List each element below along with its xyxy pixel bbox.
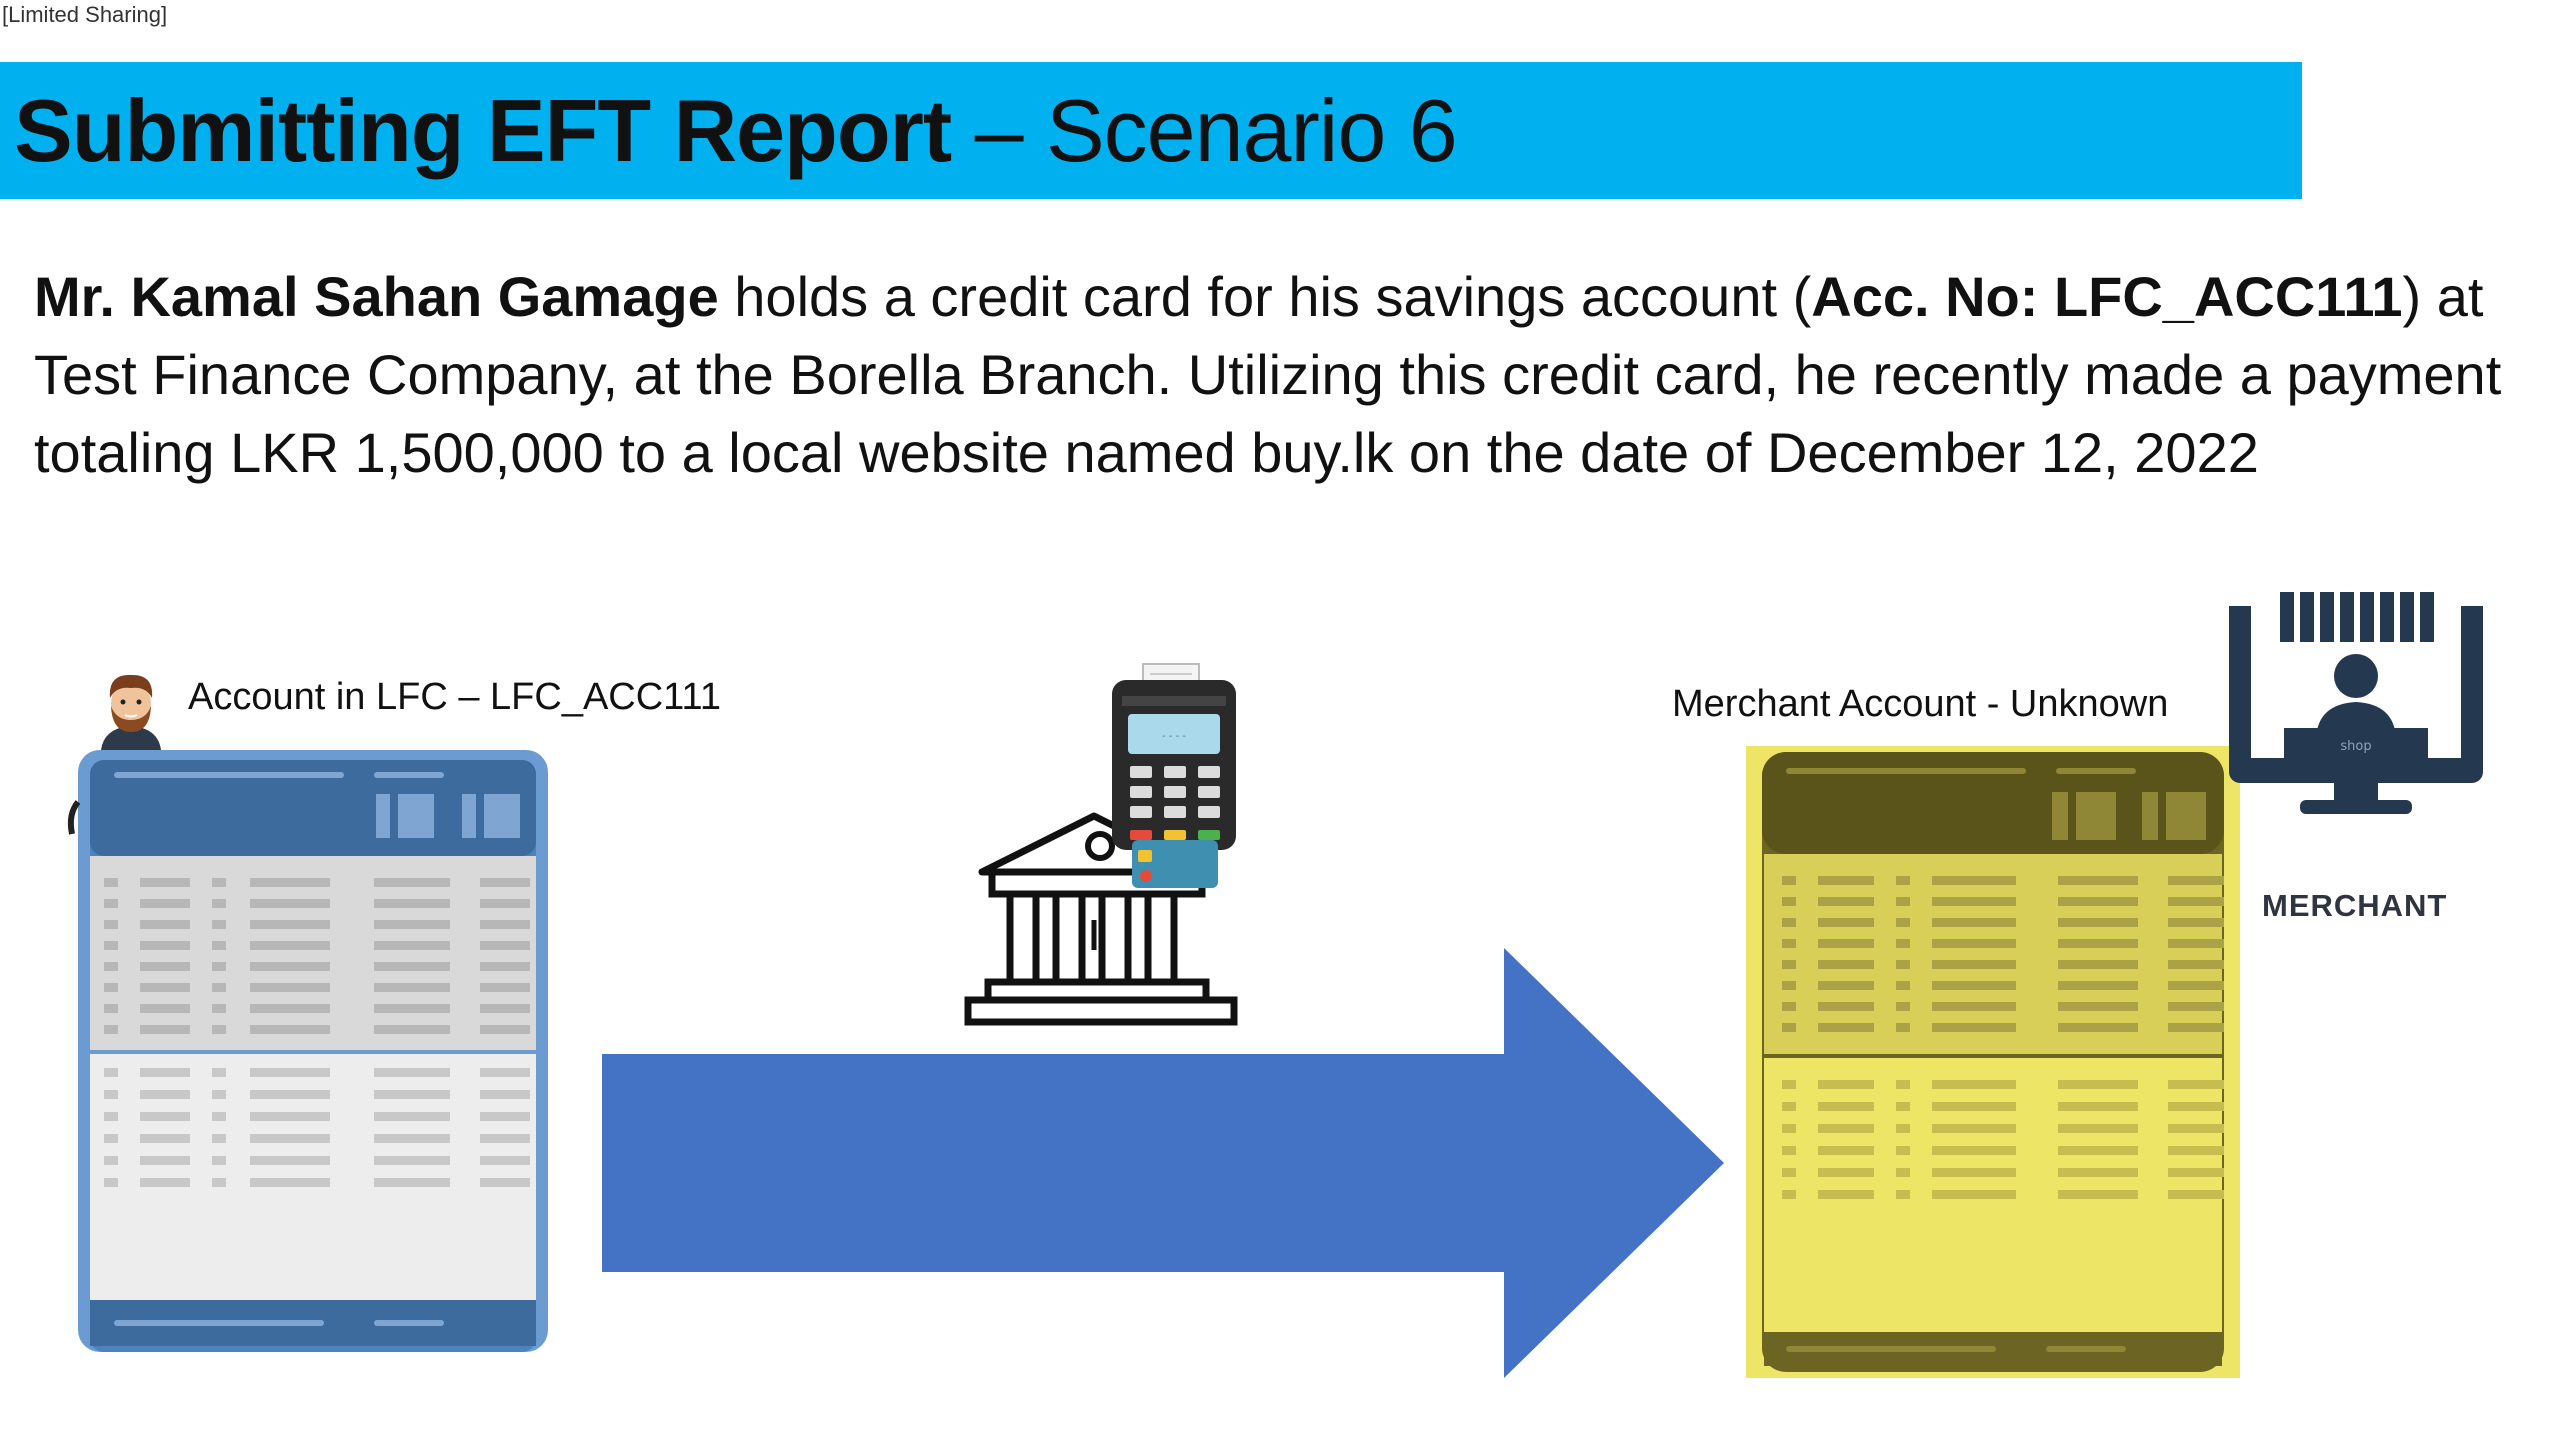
merchant-ledger-icon [1746, 746, 2240, 1378]
merchant-caption: MERCHANT [2262, 888, 2448, 923]
scenario-description [34, 258, 2534, 492]
scenario-text-1: holds a credit card for his savings account ( [718, 265, 1812, 328]
transfer-arrow-icon [600, 948, 1730, 1378]
title-bar [0, 62, 2302, 199]
man-avatar-icon [96, 670, 166, 750]
page-title [14, 80, 1457, 182]
credit-card-icon [1132, 840, 1218, 888]
scenario-text-2: ) at Test Finance Company, at the Borella Branch. Utilizing this credit card, he recently made a payment totaling LKR 1,500,000 to a local website named buy.lk on the date of December 12, 2022 [34, 265, 2502, 484]
account-ledger-icon [64, 742, 564, 1362]
page-title-bold: Submitting EFT Report [14, 80, 952, 180]
svg-text:- - - -: - - - - [1162, 731, 1186, 742]
source-account-label: Account in LFC – LFC_ACC111 [188, 676, 721, 718]
merchant-account-label: Merchant Account - Unknown [1672, 683, 2169, 725]
customer-name: Mr. Kamal Sahan Gamage [34, 265, 719, 328]
merchant-shop-monitor-icon [2222, 588, 2490, 828]
sharing-label: [Limited Sharing] [2, 2, 168, 27]
page-title-rest: – Scenario 6 [951, 80, 1457, 180]
svg-text:shop: shop [2340, 739, 2372, 754]
pos-terminal-icon [1108, 662, 1248, 892]
account-number: Acc. No: LFC_ACC111 [1811, 265, 2403, 328]
pos-keypad [1130, 766, 1220, 818]
